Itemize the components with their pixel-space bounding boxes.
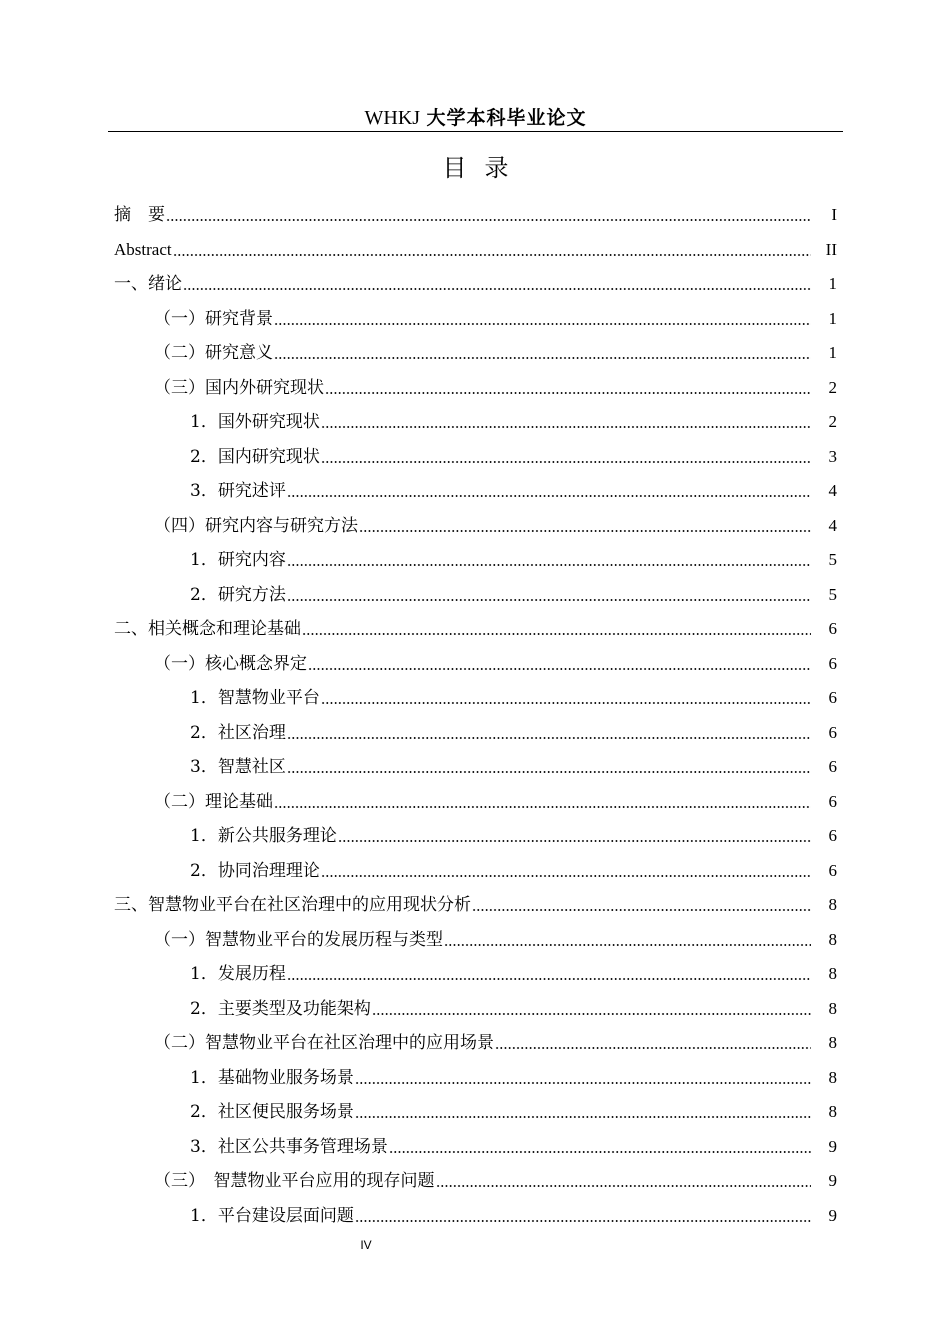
toc-entry[interactable] <box>0 1095 950 1130</box>
toc-dot-leader <box>321 701 811 705</box>
toc-entry[interactable] <box>0 440 950 475</box>
toc-entry[interactable] <box>0 267 950 302</box>
toc-entry-title: 3．社区公共事务管理场景 <box>190 1136 388 1157</box>
toc-entry-title: 1．新公共服务理论 <box>190 826 337 847</box>
toc-entry-title: （三） 智慧物业平台应用的现存问题 <box>154 1171 435 1192</box>
toc-dot-leader <box>166 218 811 222</box>
toc-entry-title: 1．平台建设层面问题 <box>190 1205 354 1226</box>
header-title: 大学本科毕业论文 <box>426 107 587 129</box>
toc-dot-leader <box>355 1219 811 1223</box>
toc-entry-title: 2．社区治理 <box>190 722 286 743</box>
toc-entry-title: 1．发展历程 <box>190 964 286 985</box>
toc-entry[interactable] <box>0 1130 950 1165</box>
toc-entry-page: 4 <box>828 481 837 501</box>
toc-entry-page: 6 <box>828 722 837 742</box>
toc-dot-leader <box>287 494 811 498</box>
toc-entry-page: 8 <box>828 929 837 949</box>
toc-dot-leader <box>287 977 811 981</box>
toc-entry-page: 9 <box>828 1205 837 1225</box>
toc-entry-title: 一、绪论 <box>114 274 182 295</box>
toc-dot-leader <box>183 287 811 291</box>
toc-entry-page: 9 <box>828 1171 837 1191</box>
header-rule <box>108 131 843 132</box>
toc-entry[interactable] <box>0 612 950 647</box>
toc-dot-leader <box>389 1150 811 1154</box>
toc-entry[interactable] <box>0 1199 950 1234</box>
toc-dot-leader <box>436 1184 812 1188</box>
toc-dot-leader <box>359 529 811 533</box>
toc-entry-page: 8 <box>828 1102 837 1122</box>
toc-entry-title: 1．国外研究现状 <box>190 412 320 433</box>
toc-entry-page: 3 <box>828 446 837 466</box>
toc-dot-leader <box>287 563 811 567</box>
toc-entry[interactable] <box>0 750 950 785</box>
toc-entry[interactable] <box>0 474 950 509</box>
toc-entry[interactable] <box>0 1026 950 1061</box>
toc-entry[interactable] <box>0 992 950 1027</box>
toc-dot-leader <box>372 1012 811 1016</box>
toc-entry-page: 5 <box>828 550 837 570</box>
toc-dot-leader <box>173 253 811 257</box>
toc-entry[interactable] <box>0 543 950 578</box>
toc-dot-leader <box>287 598 811 602</box>
toc-dot-leader <box>302 632 811 636</box>
toc-entry[interactable] <box>0 785 950 820</box>
toc-entry-title: （二）研究意义 <box>154 343 273 364</box>
page-title: 目录 <box>442 154 527 182</box>
toc-dot-leader <box>321 460 811 464</box>
toc-entry-title: 2．主要类型及功能架构 <box>190 998 371 1019</box>
toc-dot-leader <box>321 874 811 878</box>
toc-entry-page: II <box>825 239 837 259</box>
toc-entry[interactable] <box>0 923 950 958</box>
toc-entry[interactable] <box>0 647 950 682</box>
toc-entry[interactable] <box>0 716 950 751</box>
toc-entry-title: 三、智慧物业平台在社区治理中的应用现状分析 <box>114 895 471 916</box>
toc-entry-page: 6 <box>828 653 837 673</box>
toc-dot-leader <box>355 1081 811 1085</box>
toc-dot-leader <box>325 391 811 395</box>
toc-entry[interactable] <box>0 1164 950 1199</box>
toc-entry[interactable] <box>0 681 950 716</box>
toc-entry-page: 1 <box>828 274 837 294</box>
toc-dot-leader <box>321 425 811 429</box>
toc-entry-page: I <box>831 205 837 225</box>
toc-dot-leader <box>308 667 811 671</box>
toc-dot-leader <box>355 1115 811 1119</box>
toc-entry-title: Abstract <box>114 239 172 259</box>
toc-dot-leader <box>444 943 811 947</box>
page-number: IV <box>360 1238 372 1252</box>
toc-entry-page: 2 <box>828 412 837 432</box>
header-latin: WHKJ <box>364 107 421 129</box>
toc-dot-leader <box>472 908 811 912</box>
toc-entry-page: 1 <box>828 343 837 363</box>
toc-entry[interactable] <box>0 854 950 889</box>
toc-entry-title: （一）核心概念界定 <box>154 653 307 674</box>
toc-entry-title: 3．智慧社区 <box>190 757 286 778</box>
toc-entry-title: 2．国内研究现状 <box>190 446 320 467</box>
toc-entry-title: （三）国内外研究现状 <box>154 377 324 398</box>
toc-entry-title: 1．智慧物业平台 <box>190 688 320 709</box>
toc-entry-page: 8 <box>828 895 837 915</box>
toc-entry-page: 8 <box>828 1067 837 1087</box>
toc-entry-title: （四）研究内容与研究方法 <box>154 515 358 536</box>
toc-entry-title: 二、相关概念和理论基础 <box>114 619 301 640</box>
toc-entry[interactable] <box>0 888 950 923</box>
toc-entry[interactable] <box>0 1061 950 1096</box>
toc-entry-title: （一）研究背景 <box>154 308 273 329</box>
toc-entry[interactable] <box>0 233 950 268</box>
toc-entry-title: 1．基础物业服务场景 <box>190 1067 354 1088</box>
toc-entry-page: 6 <box>828 860 837 880</box>
toc-dot-leader <box>274 356 811 360</box>
toc-entry[interactable] <box>0 819 950 854</box>
table-of-contents <box>0 198 950 1233</box>
toc-entry-page: 6 <box>828 619 837 639</box>
toc-entry[interactable] <box>0 509 950 544</box>
toc-entry-page: 9 <box>828 1136 837 1156</box>
toc-entry-title: 2．社区便民服务场景 <box>190 1102 354 1123</box>
toc-entry-page: 4 <box>828 515 837 535</box>
toc-entry[interactable] <box>0 336 950 371</box>
toc-entry-title: 2．协同治理理论 <box>190 860 320 881</box>
toc-dot-leader <box>495 1046 811 1050</box>
toc-entry-title: 1．研究内容 <box>190 550 286 571</box>
toc-entry-page: 8 <box>828 998 837 1018</box>
toc-entry-title: （二）理论基础 <box>154 791 273 812</box>
toc-entry-page: 6 <box>828 826 837 846</box>
toc-entry[interactable] <box>0 578 950 613</box>
toc-entry-page: 2 <box>828 377 837 397</box>
toc-entry[interactable] <box>0 957 950 992</box>
toc-dot-leader <box>274 805 811 809</box>
toc-entry-page: 8 <box>828 964 837 984</box>
toc-entry-page: 6 <box>828 791 837 811</box>
toc-entry-page: 1 <box>828 308 837 328</box>
toc-entry-title: （一）智慧物业平台的发展历程与类型 <box>154 929 443 950</box>
toc-entry-page: 6 <box>828 688 837 708</box>
toc-entry[interactable] <box>0 302 950 337</box>
toc-entry-title: 2．研究方法 <box>190 584 286 605</box>
toc-entry-title: （二）智慧物业平台在社区治理中的应用场景 <box>154 1033 494 1054</box>
running-header <box>108 104 843 130</box>
toc-entry-title: 摘 要 <box>114 205 165 226</box>
toc-entry-page: 6 <box>828 757 837 777</box>
toc-dot-leader <box>274 322 811 326</box>
toc-entry[interactable] <box>0 371 950 406</box>
toc-entry-title: 3．研究述评 <box>190 481 286 502</box>
toc-entry-page: 5 <box>828 584 837 604</box>
toc-dot-leader <box>338 839 811 843</box>
toc-entry[interactable] <box>0 405 950 440</box>
toc-entry-page: 8 <box>828 1033 837 1053</box>
toc-dot-leader <box>287 736 811 740</box>
toc-dot-leader <box>287 770 811 774</box>
toc-entry[interactable] <box>0 198 950 233</box>
